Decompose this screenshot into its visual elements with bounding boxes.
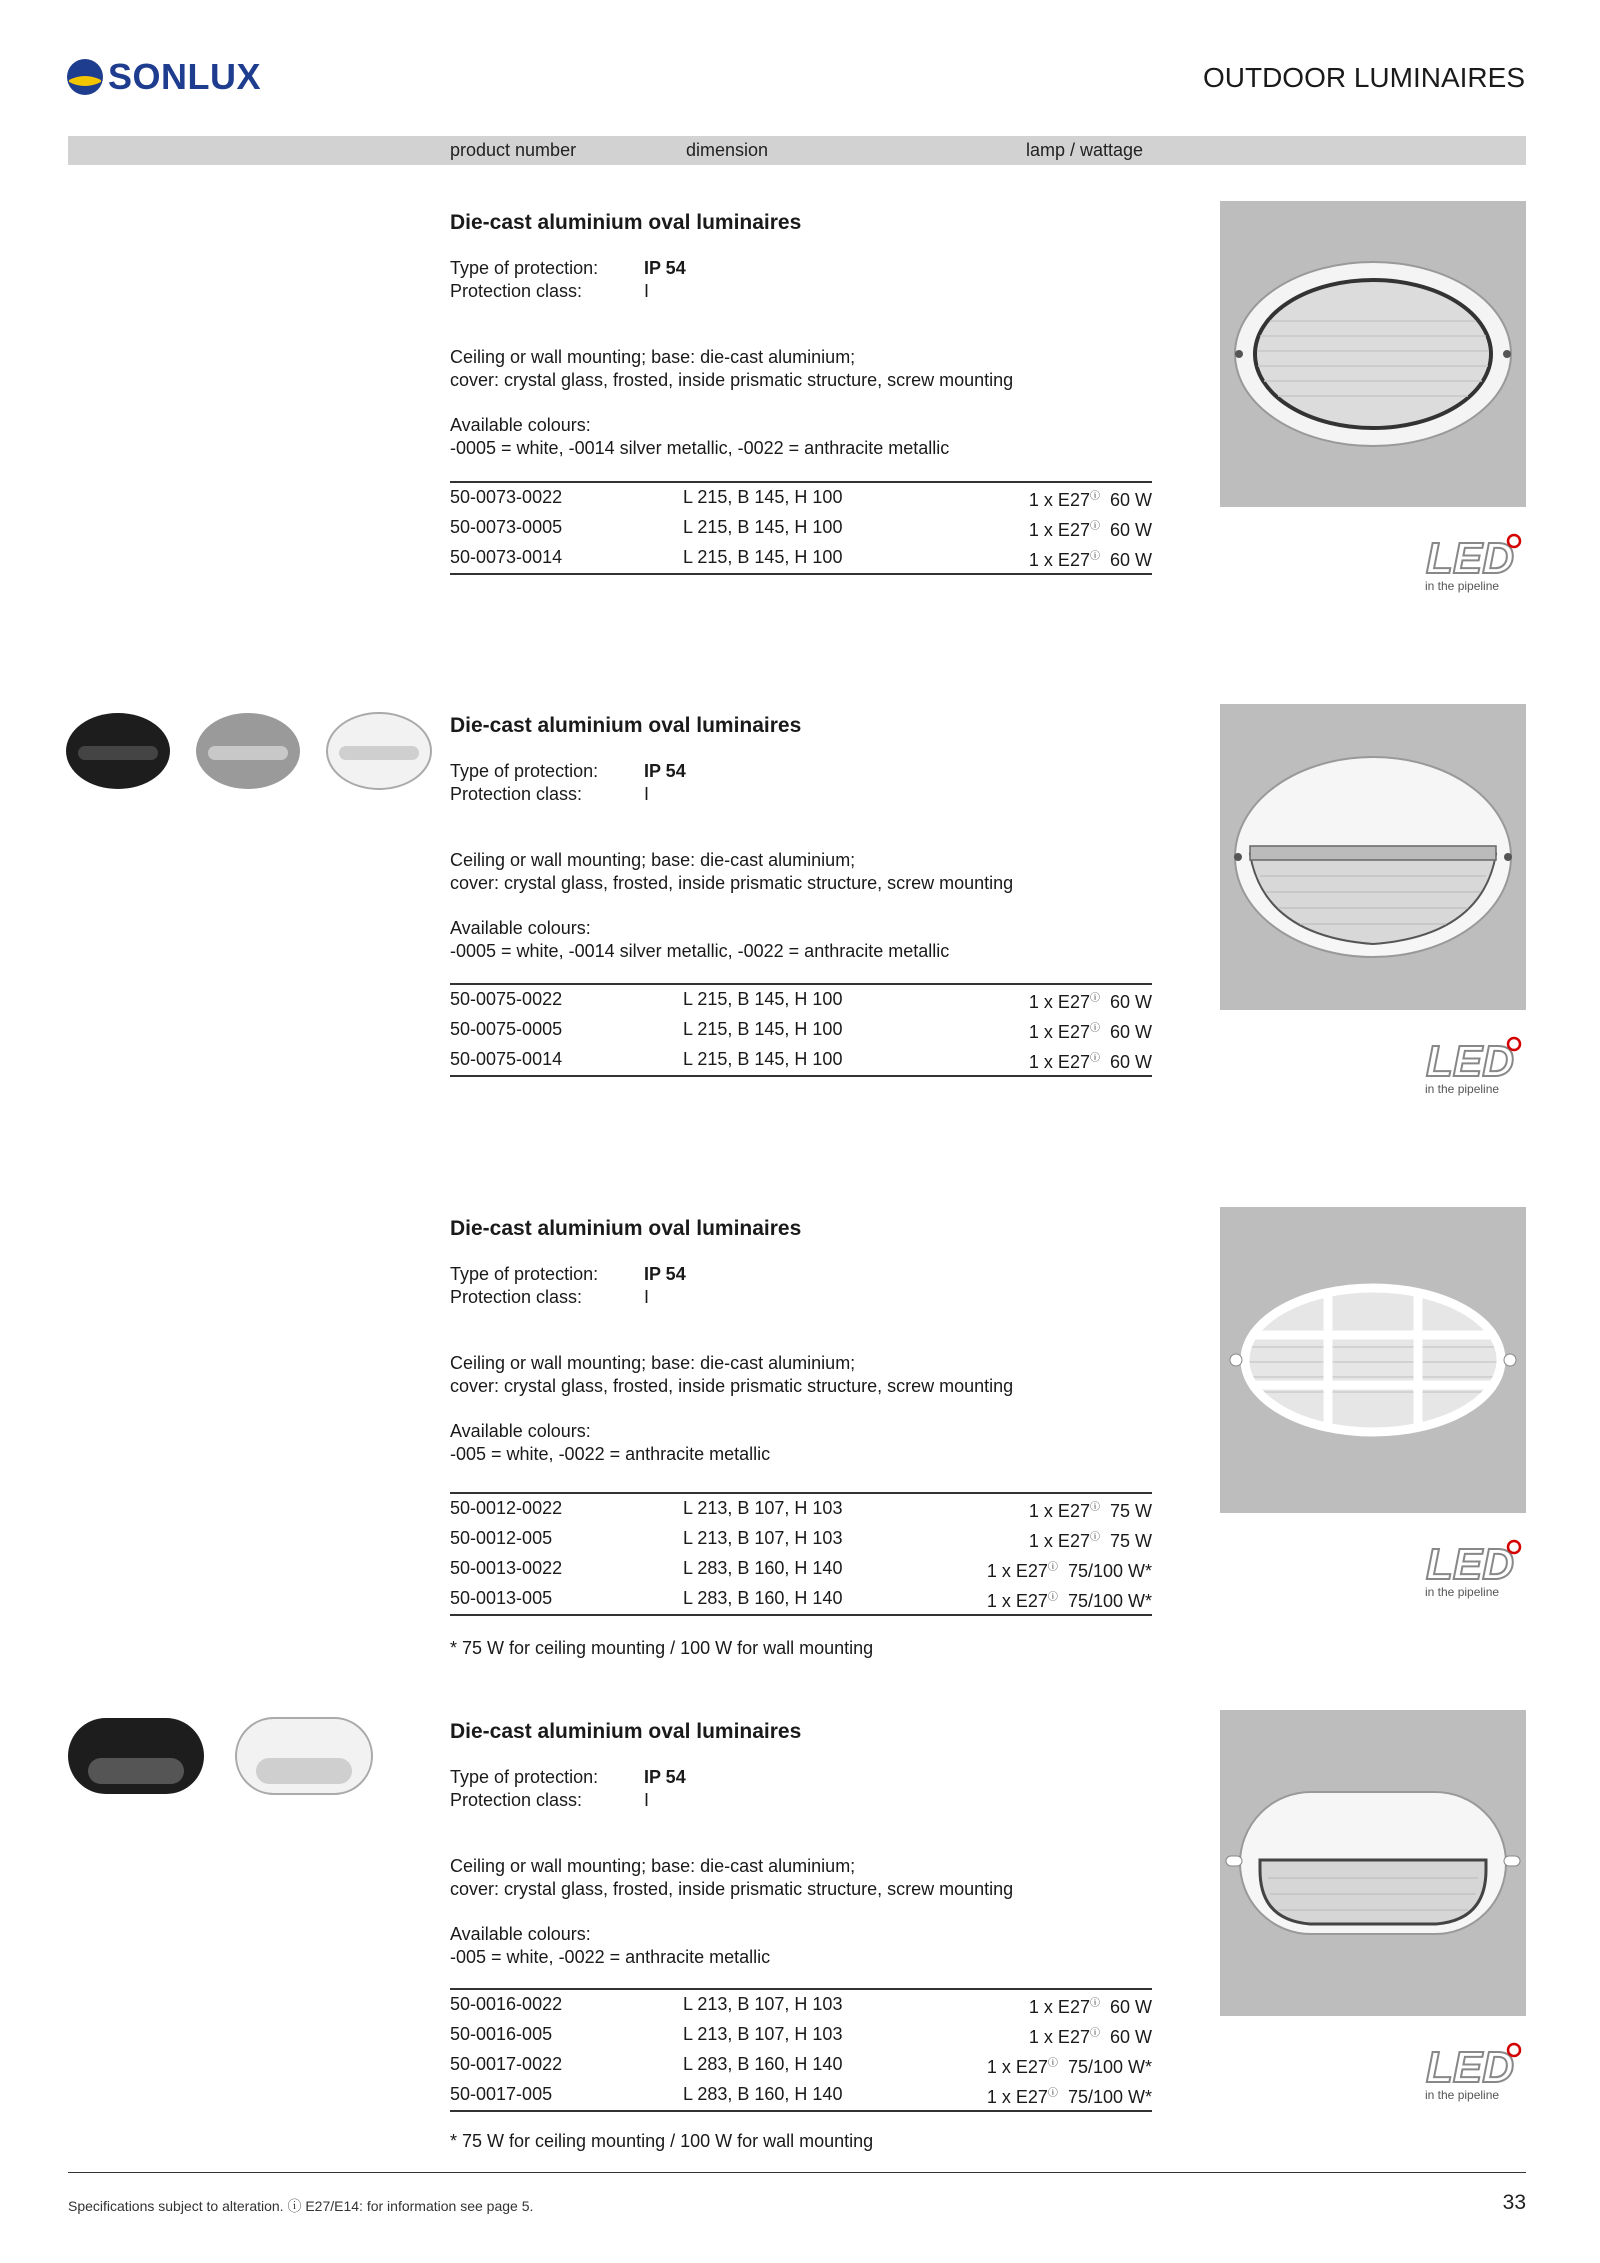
- lamp-type: 1 x E27: [986, 2057, 1048, 2077]
- colours-value: -0005 = white, -0014 silver metallic, -0022 = anthracite metallic: [450, 941, 950, 961]
- protection-class-value: I: [644, 784, 650, 804]
- lamp-wattage: 1 x E27ⓘ 60 W: [1028, 1052, 1152, 1072]
- product-photo: [1220, 704, 1526, 1010]
- dimension: L 213, B 107, H 103: [683, 1994, 843, 2014]
- description: [450, 1855, 1050, 1901]
- available-colours: [450, 414, 1050, 460]
- dimension: L 215, B 145, H 100: [683, 1049, 843, 1069]
- product-section-1: [0, 211, 1600, 691]
- dimension: L 215, B 145, H 100: [683, 547, 843, 567]
- lamp-type: 1 x E27: [1028, 1531, 1090, 1551]
- dimension: L 283, B 160, H 140: [683, 2054, 843, 2074]
- lamp-wattage: 1 x E27ⓘ 60 W: [1028, 1022, 1152, 1042]
- dimension: L 283, B 160, H 140: [683, 2084, 843, 2104]
- protection-class-label: Protection class:: [450, 1790, 583, 1810]
- product-table: [450, 1988, 1152, 2112]
- dimension: L 215, B 145, H 100: [683, 989, 843, 1009]
- product-number: 50-0073-0014: [450, 547, 563, 567]
- product-table: [450, 481, 1152, 575]
- lamp-type: 1 x E27: [986, 1591, 1048, 1611]
- description: [450, 849, 1050, 895]
- lamp-type: 1 x E27: [1028, 1022, 1090, 1042]
- lamp-type: 1 x E27: [1028, 490, 1090, 510]
- protection-type-value: IP 54: [644, 761, 686, 781]
- section-title: Die-cast aluminium oval luminaires: [450, 1720, 802, 1743]
- lamp-wattage: 1 x E27ⓘ 75 W: [1028, 1501, 1152, 1521]
- lamp-wattage: 1 x E27ⓘ 75 W: [1028, 1531, 1152, 1551]
- section-title: Die-cast aluminium oval luminaires: [450, 211, 802, 234]
- lamp-wattage: 1 x E27ⓘ 60 W: [1028, 490, 1152, 510]
- lamp-wattage: 1 x E27ⓘ 75/100 W*: [986, 2087, 1152, 2107]
- oval-luminaire-eyelid-icon: [1220, 704, 1526, 1010]
- caged-oval-luminaire-icon: [1220, 1207, 1526, 1513]
- description-line: Ceiling or wall mounting; base: die-cast aluminium;: [450, 1856, 856, 1876]
- dimension: L 215, B 145, H 100: [683, 517, 843, 537]
- product-number: 50-0012-005: [450, 1528, 553, 1548]
- lamp-wattage: 1 x E27ⓘ 75/100 W*: [986, 1591, 1152, 1611]
- product-number: 50-0075-0022: [450, 989, 563, 1009]
- led-caption: in the pipeline: [1425, 579, 1500, 593]
- protection-type-value: IP 54: [644, 1264, 686, 1284]
- lamp-type: 1 x E27: [986, 1561, 1048, 1581]
- description: [450, 1352, 1050, 1398]
- dimension: L 215, B 145, H 100: [683, 1019, 843, 1039]
- product-number: 50-0013-005: [450, 1588, 553, 1608]
- wattage: 60 W: [1109, 1997, 1152, 2017]
- protection-class-label: Protection class:: [450, 281, 583, 301]
- oval-luminaire-hood-icon: [1220, 1710, 1526, 2016]
- luminaire-variants-icon: [66, 706, 446, 796]
- product-section-4: [0, 1720, 1600, 2200]
- available-colours: [450, 1420, 1050, 1466]
- footnote: * 75 W for ceiling mounting / 100 W for wall mounting: [450, 2131, 874, 2151]
- led-caption: in the pipeline: [1425, 1585, 1500, 1599]
- lamp-wattage: 1 x E27ⓘ 60 W: [1028, 2027, 1152, 2047]
- lamp-type: 1 x E27: [1028, 1997, 1090, 2017]
- description: [450, 346, 1050, 392]
- wattage: 60 W: [1109, 1022, 1152, 1042]
- dimension: L 283, B 160, H 140: [683, 1558, 843, 1578]
- product-photo: [1220, 201, 1526, 507]
- wattage: 75/100 W*: [1067, 1561, 1152, 1581]
- lamp-wattage: 1 x E27ⓘ 60 W: [1028, 992, 1152, 1012]
- wattage: 60 W: [1109, 1052, 1152, 1072]
- description-line: cover: crystal glass, frosted, inside prismatic structure, screw mounting: [450, 873, 1014, 893]
- protection-class-value: I: [644, 1287, 650, 1307]
- table-row: [450, 513, 1152, 543]
- lamp-type: 1 x E27: [1028, 2027, 1090, 2047]
- col-product-number: product number: [450, 140, 577, 160]
- led-text: LED: [1426, 2043, 1514, 2092]
- footer-note: Specifications subject to alteration. ⓘ E27/E14: for information see page 5.: [68, 2198, 534, 2214]
- product-section-2: [0, 714, 1600, 1194]
- colour-variant-thumbnails: [66, 1712, 386, 1807]
- colours-label: Available colours:: [450, 1924, 591, 1944]
- product-photo: [1220, 1207, 1526, 1513]
- colours-label: Available colours:: [450, 1421, 591, 1441]
- lamp-type: 1 x E27: [986, 2087, 1048, 2107]
- colours-value: -0005 = white, -0014 silver metallic, -0022 = anthracite metallic: [450, 438, 950, 458]
- protection-info: [450, 1766, 686, 1812]
- product-number: 50-0016-0022: [450, 1994, 563, 2014]
- led-text: LED: [1426, 534, 1514, 583]
- lamp-type: 1 x E27: [1028, 1501, 1090, 1521]
- section-title: Die-cast aluminium oval luminaires: [450, 1217, 802, 1240]
- lamp-wattage: 1 x E27ⓘ 75/100 W*: [986, 1561, 1152, 1581]
- colours-label: Available colours:: [450, 918, 591, 938]
- table-row: [450, 2020, 1152, 2050]
- protection-class-value: I: [644, 281, 650, 301]
- table-row: [450, 483, 1152, 513]
- product-number: 50-0012-0022: [450, 1498, 563, 1518]
- protection-type-label: Type of protection:: [450, 1767, 599, 1787]
- dimension: L 215, B 145, H 100: [683, 487, 843, 507]
- colour-variant-thumbnails: [66, 706, 446, 801]
- product-section-3: [0, 1217, 1600, 1697]
- table-row: [450, 543, 1152, 573]
- protection-info: [450, 257, 686, 303]
- available-colours: [450, 917, 1050, 963]
- table-row: [450, 2050, 1152, 2080]
- lamp-wattage: 1 x E27ⓘ 60 W: [1028, 550, 1152, 570]
- col-dimension: dimension: [686, 140, 769, 160]
- protection-class-value: I: [644, 1790, 650, 1810]
- table-row: [450, 1015, 1152, 1045]
- product-table: [450, 1492, 1152, 1616]
- sonlux-logo-icon: [66, 58, 104, 96]
- product-number: 50-0075-0005: [450, 1019, 563, 1039]
- dimension: L 213, B 107, H 103: [683, 2024, 843, 2044]
- lamp-type: 1 x E27: [1028, 992, 1090, 1012]
- led-text: LED: [1426, 1037, 1514, 1086]
- page-number: 33: [1502, 2191, 1526, 2214]
- brand-logo: [66, 56, 261, 98]
- col-lamp-wattage: lamp / wattage: [1026, 140, 1144, 160]
- description-line: Ceiling or wall mounting; base: die-cast aluminium;: [450, 347, 856, 367]
- led-caption: in the pipeline: [1425, 2088, 1500, 2102]
- oval-luminaire-icon: [1220, 201, 1526, 507]
- table-row: [450, 1990, 1152, 2020]
- product-number: 50-0017-005: [450, 2084, 553, 2104]
- table-row: [450, 985, 1152, 1015]
- footnote: * 75 W for ceiling mounting / 100 W for wall mounting: [450, 1638, 874, 1658]
- wattage: 60 W: [1109, 490, 1152, 510]
- table-row: [450, 1494, 1152, 1524]
- lamp-wattage: 1 x E27ⓘ 75/100 W*: [986, 2057, 1152, 2077]
- description-line: Ceiling or wall mounting; base: die-cast aluminium;: [450, 850, 856, 870]
- lamp-type: 1 x E27: [1028, 1052, 1090, 1072]
- wattage: 75/100 W*: [1067, 2057, 1152, 2077]
- table-row: [450, 2080, 1152, 2110]
- description-line: cover: crystal glass, frosted, inside prismatic structure, screw mounting: [450, 1376, 1014, 1396]
- protection-class-label: Protection class:: [450, 784, 583, 804]
- protection-type-label: Type of protection:: [450, 1264, 599, 1284]
- wattage: 60 W: [1109, 992, 1152, 1012]
- footer-divider: [68, 2172, 1526, 2173]
- column-header-bar: [68, 136, 1526, 165]
- wattage: 75 W: [1109, 1501, 1152, 1521]
- product-number: 50-0017-0022: [450, 2054, 563, 2074]
- product-table: [450, 983, 1152, 1077]
- table-row: [450, 1584, 1152, 1614]
- protection-class-label: Protection class:: [450, 1287, 583, 1307]
- wattage: 60 W: [1109, 550, 1152, 570]
- wattage: 75/100 W*: [1067, 1591, 1152, 1611]
- lamp-type: 1 x E27: [1028, 550, 1090, 570]
- colours-value: -005 = white, -0022 = anthracite metallic: [450, 1444, 771, 1464]
- wattage: 60 W: [1109, 520, 1152, 540]
- product-number: 50-0016-005: [450, 2024, 553, 2044]
- wattage: 75 W: [1109, 1531, 1152, 1551]
- lamp-wattage: 1 x E27ⓘ 60 W: [1028, 520, 1152, 540]
- luminaire-variants-icon: [66, 1712, 386, 1802]
- product-photo: [1220, 1710, 1526, 2016]
- table-row: [450, 1045, 1152, 1075]
- dimension: L 213, B 107, H 103: [683, 1498, 843, 1518]
- table-row: [450, 1554, 1152, 1584]
- colours-value: -005 = white, -0022 = anthracite metallic: [450, 1947, 771, 1967]
- wattage: 75/100 W*: [1067, 2087, 1152, 2107]
- table-row: [450, 1524, 1152, 1554]
- lamp-wattage: 1 x E27ⓘ 60 W: [1028, 1997, 1152, 2017]
- dimension: L 283, B 160, H 140: [683, 1588, 843, 1608]
- colours-label: Available colours:: [450, 415, 591, 435]
- product-number: 50-0075-0014: [450, 1049, 563, 1069]
- description-line: cover: crystal glass, frosted, inside prismatic structure, screw mounting: [450, 1879, 1014, 1899]
- wattage: 60 W: [1109, 2027, 1152, 2047]
- protection-type-value: IP 54: [644, 258, 686, 278]
- protection-info: [450, 760, 686, 806]
- section-title: Die-cast aluminium oval luminaires: [450, 714, 802, 737]
- brand-name: SONLUX: [108, 56, 262, 97]
- available-colours: [450, 1923, 1050, 1969]
- lamp-type: 1 x E27: [1028, 520, 1090, 540]
- page-title: OUTDOOR LUMINAIRES: [1202, 62, 1525, 93]
- protection-type-value: IP 54: [644, 1767, 686, 1787]
- led-text: LED: [1426, 1540, 1514, 1589]
- product-number: 50-0013-0022: [450, 1558, 563, 1578]
- dimension: L 213, B 107, H 103: [683, 1528, 843, 1548]
- product-number: 50-0073-0022: [450, 487, 563, 507]
- led-caption: in the pipeline: [1425, 1082, 1500, 1096]
- protection-info: [450, 1263, 686, 1309]
- protection-type-label: Type of protection:: [450, 761, 599, 781]
- description-line: Ceiling or wall mounting; base: die-cast aluminium;: [450, 1353, 856, 1373]
- description-line: cover: crystal glass, frosted, inside prismatic structure, screw mounting: [450, 370, 1014, 390]
- product-number: 50-0073-0005: [450, 517, 563, 537]
- protection-type-label: Type of protection:: [450, 258, 599, 278]
